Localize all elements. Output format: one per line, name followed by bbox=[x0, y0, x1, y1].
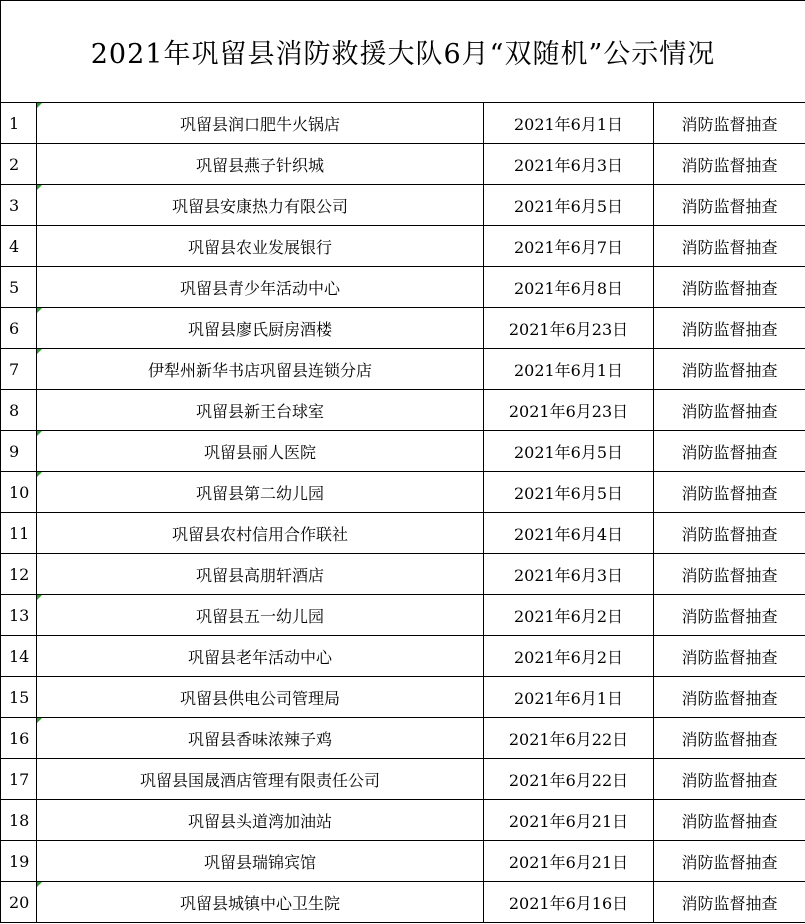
cell-comment-marker-icon bbox=[37, 882, 42, 887]
row-number-cell[interactable] bbox=[1, 554, 37, 595]
unit-name-text: 巩留县五一幼儿园 bbox=[195, 606, 324, 626]
inspection-date-cell[interactable] bbox=[484, 267, 654, 308]
row-number-cell[interactable] bbox=[1, 800, 37, 841]
cell-comment-marker-icon bbox=[37, 308, 42, 313]
row-number-text: 17 bbox=[9, 769, 30, 789]
inspection-date-cell[interactable] bbox=[484, 144, 654, 185]
inspection-date-text: 2021年6月22日 bbox=[508, 770, 629, 790]
inspection-type-cell[interactable] bbox=[654, 718, 805, 759]
table-row bbox=[1, 185, 805, 226]
unit-name-cell[interactable] bbox=[37, 308, 484, 349]
page-title[interactable]: 2021年巩留县消防救援大队6月“双随机”公示情况 bbox=[1, 1, 805, 103]
row-number-text: 2 bbox=[9, 154, 20, 174]
unit-name-cell[interactable] bbox=[37, 513, 484, 554]
inspection-date-cell[interactable] bbox=[484, 308, 654, 349]
row-number-cell[interactable] bbox=[1, 226, 37, 267]
inspection-date-cell[interactable] bbox=[484, 390, 654, 431]
unit-name-cell[interactable] bbox=[37, 185, 484, 226]
inspection-date-text: 2021年6月1日 bbox=[513, 688, 624, 708]
inspection-type-text: 消防监督抽查 bbox=[681, 565, 778, 585]
inspection-type-text: 消防监督抽查 bbox=[681, 114, 778, 134]
row-number-text: 7 bbox=[9, 359, 20, 379]
table-row bbox=[1, 882, 805, 923]
row-number-text: 4 bbox=[9, 236, 20, 256]
row-number-cell[interactable] bbox=[1, 882, 37, 923]
inspection-type-text: 消防监督抽查 bbox=[681, 483, 778, 503]
unit-name-cell[interactable] bbox=[37, 431, 484, 472]
cell-comment-marker-icon bbox=[37, 595, 42, 600]
inspection-type-text: 消防监督抽查 bbox=[681, 729, 778, 749]
unit-name-text: 巩留县瑞锦宾馆 bbox=[203, 852, 316, 872]
table-row bbox=[1, 595, 805, 636]
inspection-date-text: 2021年6月2日 bbox=[513, 606, 624, 626]
unit-name-text: 巩留县农村信用合作联社 bbox=[171, 524, 348, 544]
inspection-date-text: 2021年6月1日 bbox=[513, 360, 624, 380]
row-number-text: 18 bbox=[9, 810, 30, 830]
inspection-date-cell[interactable] bbox=[484, 841, 654, 882]
inspection-date-cell[interactable] bbox=[484, 636, 654, 677]
inspection-date-text: 2021年6月3日 bbox=[513, 565, 624, 585]
inspection-type-text: 消防监督抽查 bbox=[681, 278, 778, 298]
inspection-type-cell[interactable] bbox=[654, 390, 805, 431]
inspection-date-text: 2021年6月21日 bbox=[508, 811, 629, 831]
table-row bbox=[1, 431, 805, 472]
inspection-type-cell[interactable] bbox=[654, 677, 805, 718]
inspection-type-text: 消防监督抽查 bbox=[681, 360, 778, 380]
table-row bbox=[1, 472, 805, 513]
row-number-cell[interactable] bbox=[1, 390, 37, 431]
inspection-type-text: 消防监督抽查 bbox=[681, 811, 778, 831]
inspection-date-cell[interactable] bbox=[484, 226, 654, 267]
inspection-type-cell[interactable] bbox=[654, 800, 805, 841]
row-number-text: 6 bbox=[9, 318, 20, 338]
inspection-type-cell[interactable] bbox=[654, 103, 805, 144]
table-row bbox=[1, 677, 805, 718]
inspection-type-cell[interactable] bbox=[654, 267, 805, 308]
row-number-cell[interactable] bbox=[1, 349, 37, 390]
unit-name-text: 巩留县燕子针织城 bbox=[195, 155, 324, 175]
unit-name-cell[interactable] bbox=[37, 800, 484, 841]
inspection-type-cell[interactable] bbox=[654, 595, 805, 636]
row-number-text: 3 bbox=[9, 195, 20, 215]
row-number-cell[interactable] bbox=[1, 677, 37, 718]
inspection-type-cell[interactable] bbox=[654, 554, 805, 595]
unit-name-cell[interactable] bbox=[37, 636, 484, 677]
cell-comment-marker-icon bbox=[37, 472, 42, 477]
inspection-date-cell[interactable] bbox=[484, 677, 654, 718]
unit-name-text: 巩留县第二幼儿园 bbox=[195, 483, 324, 503]
unit-name-cell[interactable] bbox=[37, 677, 484, 718]
inspection-date-text: 2021年6月3日 bbox=[513, 155, 624, 175]
table-row bbox=[1, 759, 805, 800]
inspection-date-cell[interactable] bbox=[484, 185, 654, 226]
unit-name-text: 巩留县供电公司管理局 bbox=[179, 688, 340, 708]
unit-name-cell[interactable] bbox=[37, 882, 484, 923]
unit-name-cell[interactable] bbox=[37, 103, 484, 144]
row-number-text: 16 bbox=[9, 728, 30, 748]
inspection-date-cell[interactable] bbox=[484, 882, 654, 923]
inspection-type-text: 消防监督抽查 bbox=[681, 647, 778, 667]
row-number-cell[interactable] bbox=[1, 431, 37, 472]
unit-name-text: 巩留县老年活动中心 bbox=[187, 647, 332, 667]
cell-comment-marker-icon bbox=[37, 349, 42, 354]
row-number-text: 14 bbox=[9, 646, 30, 666]
inspection-date-text: 2021年6月5日 bbox=[513, 483, 624, 503]
unit-name-cell[interactable] bbox=[37, 349, 484, 390]
inspection-type-cell[interactable] bbox=[654, 636, 805, 677]
row-number-text: 13 bbox=[9, 605, 30, 625]
row-number-text: 11 bbox=[9, 523, 30, 543]
row-number-text: 8 bbox=[9, 400, 20, 420]
inspection-date-text: 2021年6月5日 bbox=[513, 442, 624, 462]
title-row bbox=[1, 1, 805, 103]
inspection-type-cell[interactable] bbox=[654, 144, 805, 185]
inspection-type-text: 消防监督抽查 bbox=[681, 442, 778, 462]
inspection-date-cell[interactable] bbox=[484, 800, 654, 841]
cell-comment-marker-icon bbox=[37, 185, 42, 190]
row-number-cell[interactable] bbox=[1, 472, 37, 513]
inspection-date-cell[interactable] bbox=[484, 431, 654, 472]
inspection-date-text: 2021年6月4日 bbox=[513, 524, 624, 544]
unit-name-cell[interactable] bbox=[37, 718, 484, 759]
inspection-date-text: 2021年6月7日 bbox=[513, 237, 624, 257]
row-number-text: 15 bbox=[9, 687, 30, 707]
unit-name-cell[interactable] bbox=[37, 144, 484, 185]
unit-name-text: 巩留县润口肥牛火锅店 bbox=[179, 114, 340, 134]
table-row bbox=[1, 718, 805, 759]
table-row bbox=[1, 554, 805, 595]
unit-name-cell[interactable] bbox=[37, 226, 484, 267]
row-number-cell[interactable] bbox=[1, 185, 37, 226]
inspection-date-text: 2021年6月23日 bbox=[508, 401, 629, 421]
inspection-date-text: 2021年6月2日 bbox=[513, 647, 624, 667]
row-number-text: 12 bbox=[9, 564, 30, 584]
unit-name-cell[interactable] bbox=[37, 841, 484, 882]
inspection-type-text: 消防监督抽查 bbox=[681, 155, 778, 175]
cell-comment-marker-icon bbox=[37, 431, 42, 436]
inspection-type-text: 消防监督抽查 bbox=[681, 237, 778, 257]
table-row bbox=[1, 349, 805, 390]
inspection-type-cell[interactable] bbox=[654, 349, 805, 390]
table-row bbox=[1, 308, 805, 349]
inspection-type-text: 消防监督抽查 bbox=[681, 852, 778, 872]
table-row bbox=[1, 800, 805, 841]
inspection-type-text: 消防监督抽查 bbox=[681, 319, 778, 339]
inspection-type-cell[interactable] bbox=[654, 882, 805, 923]
cell-comment-marker-icon bbox=[37, 103, 42, 108]
table-row bbox=[1, 267, 805, 308]
inspection-type-text: 消防监督抽查 bbox=[681, 770, 778, 790]
inspection-type-cell[interactable] bbox=[654, 759, 805, 800]
inspection-type-cell[interactable] bbox=[654, 472, 805, 513]
unit-name-text: 伊犁州新华书店巩留县连锁分店 bbox=[147, 360, 372, 380]
inspection-type-text: 消防监督抽查 bbox=[681, 688, 778, 708]
inspection-date-text: 2021年6月23日 bbox=[508, 319, 629, 339]
row-number-text: 5 bbox=[9, 277, 20, 297]
table-row bbox=[1, 226, 805, 267]
table-row bbox=[1, 390, 805, 431]
unit-name-text: 巩留县廖氏厨房酒楼 bbox=[187, 319, 332, 339]
unit-name-text: 巩留县头道湾加油站 bbox=[187, 811, 332, 831]
cell-comment-marker-icon bbox=[37, 718, 42, 723]
unit-name-cell[interactable] bbox=[37, 390, 484, 431]
row-number-cell[interactable] bbox=[1, 595, 37, 636]
inspection-type-cell[interactable] bbox=[654, 226, 805, 267]
row-number-text: 19 bbox=[9, 851, 30, 871]
inspection-type-cell[interactable] bbox=[654, 308, 805, 349]
table-row bbox=[1, 841, 805, 882]
table-row bbox=[1, 513, 805, 554]
unit-name-text: 巩留县安康热力有限公司 bbox=[171, 196, 348, 216]
row-number-cell[interactable] bbox=[1, 103, 37, 144]
unit-name-text: 巩留县青少年活动中心 bbox=[179, 278, 340, 298]
inspection-type-cell[interactable] bbox=[654, 185, 805, 226]
inspection-date-cell[interactable] bbox=[484, 595, 654, 636]
inspection-type-text: 消防监督抽查 bbox=[681, 196, 778, 216]
unit-name-text: 巩留县高朋轩酒店 bbox=[195, 565, 324, 585]
inspection-date-cell[interactable] bbox=[484, 718, 654, 759]
row-number-cell[interactable] bbox=[1, 841, 37, 882]
row-number-cell[interactable] bbox=[1, 308, 37, 349]
unit-name-cell[interactable] bbox=[37, 759, 484, 800]
row-number-text: 9 bbox=[9, 441, 20, 461]
unit-name-text: 巩留县丽人医院 bbox=[203, 442, 316, 462]
inspection-date-cell[interactable] bbox=[484, 554, 654, 595]
table-row bbox=[1, 144, 805, 185]
inspection-date-cell[interactable] bbox=[484, 472, 654, 513]
inspection-type-cell[interactable] bbox=[654, 841, 805, 882]
inspection-type-cell[interactable] bbox=[654, 513, 805, 554]
table-row bbox=[1, 103, 805, 144]
inspection-type-cell[interactable] bbox=[654, 431, 805, 472]
inspection-date-text: 2021年6月5日 bbox=[513, 196, 624, 216]
unit-name-text: 巩留县国晟酒店管理有限责任公司 bbox=[139, 770, 380, 790]
unit-name-text: 巩留县香味浓辣子鸡 bbox=[187, 729, 332, 749]
inspection-date-text: 2021年6月1日 bbox=[513, 114, 624, 134]
inspection-date-cell[interactable] bbox=[484, 349, 654, 390]
inspection-type-text: 消防监督抽查 bbox=[681, 524, 778, 544]
row-number-text: 1 bbox=[9, 113, 20, 133]
inspection-date-text: 2021年6月21日 bbox=[508, 852, 629, 872]
inspection-date-cell[interactable] bbox=[484, 103, 654, 144]
inspection-date-cell[interactable] bbox=[484, 513, 654, 554]
row-number-text: 20 bbox=[9, 892, 30, 912]
inspection-date-cell[interactable] bbox=[484, 759, 654, 800]
row-number-cell[interactable] bbox=[1, 636, 37, 677]
inspection-type-text: 消防监督抽查 bbox=[681, 401, 778, 421]
unit-name-cell[interactable] bbox=[37, 554, 484, 595]
row-number-cell[interactable] bbox=[1, 267, 37, 308]
unit-name-cell[interactable] bbox=[37, 472, 484, 513]
row-number-cell[interactable] bbox=[1, 513, 37, 554]
inspection-date-text: 2021年6月22日 bbox=[508, 729, 629, 749]
unit-name-text: 巩留县新王台球室 bbox=[195, 401, 324, 421]
row-number-cell[interactable] bbox=[1, 144, 37, 185]
table-row bbox=[1, 636, 805, 677]
row-number-cell[interactable] bbox=[1, 759, 37, 800]
unit-name-text: 巩留县农业发展银行 bbox=[187, 237, 332, 257]
inspection-date-text: 2021年6月16日 bbox=[508, 893, 629, 913]
row-number-text: 10 bbox=[9, 482, 30, 502]
inspection-type-text: 消防监督抽查 bbox=[681, 606, 778, 626]
unit-name-cell[interactable] bbox=[37, 267, 484, 308]
unit-name-cell[interactable] bbox=[37, 595, 484, 636]
unit-name-text: 巩留县城镇中心卫生院 bbox=[179, 893, 340, 913]
inspection-type-text: 消防监督抽查 bbox=[681, 893, 778, 913]
inspection-date-text: 2021年6月8日 bbox=[513, 278, 624, 298]
row-number-cell[interactable] bbox=[1, 718, 37, 759]
